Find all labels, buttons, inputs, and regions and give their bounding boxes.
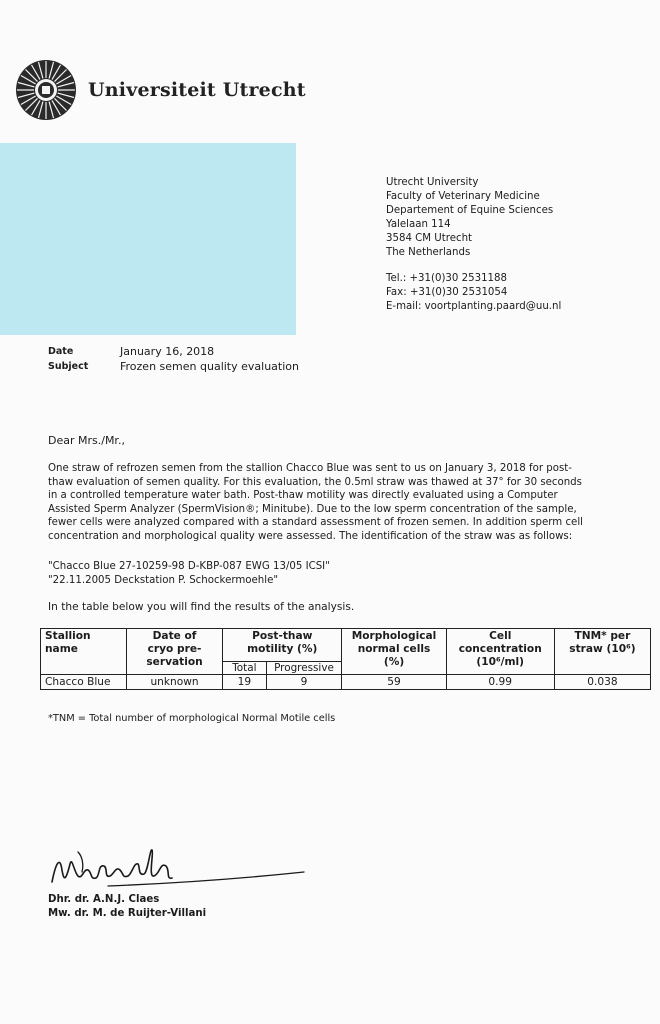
address-line: Yalelaan 114 bbox=[386, 219, 451, 230]
paragraph-line: in a controlled temperature water bath. Post-thaw motility was directly evaluated using a Computer bbox=[48, 490, 558, 502]
letter-paragraph bbox=[48, 462, 648, 544]
header-post-thaw-motility: Post-thaw motility (%) bbox=[223, 629, 342, 662]
paragraph-line: fewer cells were analyzed compared with a standard assessment of frozen semen. In addition sperm cell bbox=[48, 517, 583, 529]
handwritten-signature bbox=[48, 842, 308, 894]
sender-address bbox=[386, 176, 561, 314]
subject-label: Subject bbox=[48, 361, 89, 372]
paragraph-line: thaw evaluation of semen quality. For this evaluation, the 0.5ml straw was thawed at 37° for 30 seconds bbox=[48, 476, 582, 488]
cell-total: 19 bbox=[223, 675, 266, 690]
cell-stallion: Chacco Blue bbox=[41, 675, 127, 690]
email-line: E-mail: voortplanting.paard@uu.nl bbox=[386, 301, 562, 312]
header-cell-concentration: Cell concentration (10⁶/ml) bbox=[446, 629, 554, 675]
header-tnm-per-straw: TNM* per straw (10⁶) bbox=[554, 629, 650, 675]
header-date-cryo: Date of cryo pre- servation bbox=[126, 629, 222, 675]
cell-tnm: 0.038 bbox=[554, 675, 650, 690]
university-seal-icon bbox=[12, 56, 80, 124]
fax-line: Fax: +31(0)30 2531054 bbox=[386, 287, 508, 298]
date-label: Date bbox=[48, 346, 74, 357]
cell-concentration: 0.99 bbox=[446, 675, 554, 690]
identification-line: "22.11.2005 Deckstation P. Schockermoehle" bbox=[48, 574, 279, 586]
address-line: 3584 CM Utrecht bbox=[386, 233, 473, 244]
subheader-total: Total bbox=[223, 662, 266, 675]
date-value: January 16, 2018 bbox=[120, 345, 215, 358]
signer-name: Dhr. dr. A.N.J. Claes bbox=[48, 894, 160, 905]
straw-identification bbox=[48, 560, 330, 587]
cell-morph: 59 bbox=[342, 675, 446, 690]
header-stallion-name: Stallion name bbox=[41, 629, 127, 675]
redacted-block bbox=[0, 143, 296, 335]
cell-progressive: 9 bbox=[266, 675, 342, 690]
signatories bbox=[48, 893, 206, 921]
header-morphological-normal: Morphological normal cells (%) bbox=[342, 629, 446, 675]
address-line: Utrecht University bbox=[386, 177, 479, 188]
letter-meta bbox=[48, 344, 299, 374]
address-line: Departement of Equine Sciences bbox=[386, 205, 554, 216]
university-name: Universiteit Utrecht bbox=[88, 79, 306, 101]
phone-line: Tel.: +31(0)30 2531188 bbox=[386, 273, 507, 284]
paragraph-line: concentration and morphological quality were assessed. The identification of the straw was as follows: bbox=[48, 530, 573, 542]
identification-line: "Chacco Blue 27-10259-98 D-KBP-087 EWG 13/05 ICSI" bbox=[48, 561, 330, 572]
signer-name: Mw. dr. M. de Ruijter-Villani bbox=[48, 908, 207, 919]
table-row bbox=[41, 675, 651, 690]
address-line: The Netherlands bbox=[386, 247, 471, 258]
cell-date: unknown bbox=[126, 675, 222, 690]
table-intro: In the table below you will find the results of the analysis. bbox=[48, 601, 355, 613]
tnm-footnote: *TNM = Total number of morphological Normal Motile cells bbox=[48, 713, 336, 724]
subject-value: Frozen semen quality evaluation bbox=[120, 360, 299, 373]
university-logo bbox=[12, 56, 306, 124]
paragraph-line: Assisted Sperm Analyzer (SpermVision®; Minitube). Due to the low sperm concentration of the sample, bbox=[48, 503, 577, 515]
results-table bbox=[40, 628, 651, 690]
paragraph-line: One straw of refrozen semen from the stallion Chacco Blue was sent to us on January 3, 2018 for post- bbox=[48, 463, 572, 474]
salutation: Dear Mrs./Mr., bbox=[48, 434, 125, 447]
subheader-progressive: Progressive bbox=[266, 662, 342, 675]
address-line: Faculty of Veterinary Medicine bbox=[386, 191, 540, 202]
